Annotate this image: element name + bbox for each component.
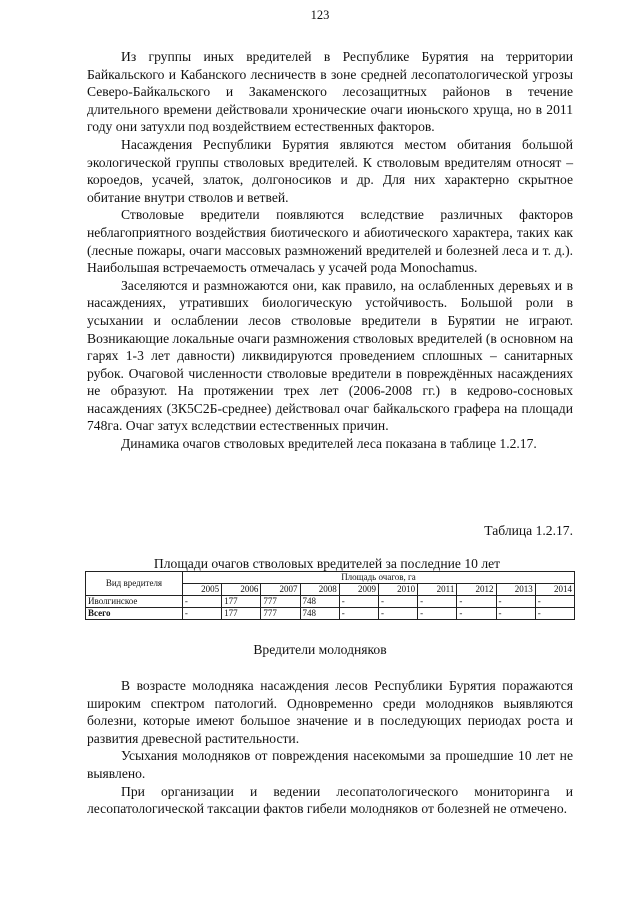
year-cell: 2008 (300, 584, 339, 596)
table-caption: Таблица 1.2.17. (484, 523, 573, 538)
year-cell: 2010 (378, 584, 417, 596)
table-header-row (86, 572, 575, 584)
year-cell: 2009 (339, 584, 378, 596)
pest-area-table (85, 571, 575, 620)
table-title: Площади очагов стволовых вредителей за последние 10 лет (153, 556, 501, 571)
paragraph-young-stands-monitoring: При организации и ведении лесопатологического мониторинга и лесопатологической таксации фактов гибели молодняков от болезней не отмечено. (87, 783, 573, 817)
table-row (86, 596, 575, 608)
value-cell: 748 (300, 608, 339, 620)
value-cell: - (182, 596, 221, 608)
paragraph-stem-pests-factors: Стволовые вредители появляются вследствие различных факторов неблагоприятного воздействия биотического и абиотического характера, таких как (лесные пожары, очаги массовых размножений вредителей и болезней леса и т. д.). Наибольшая встречаемость отмечалась у усачей рода Monochamus. (87, 207, 573, 276)
paragraph-stem-pests-reproduction: Заселяются и размножаются они, как правило, на ослабленных деревьях и в насаждениях, утративших биологическую устойчивость. Большой роли в усыхании и ослаблении лесов стволовые вредители в Бурятии не играют. Возникающие локальные очаги размножения стволовых вредителей (в основном на гарях 1-3 лет давности) ликвидируются проведением сплошных – санитарных рубок. Очаговой численности стволовые вредители в повреждённых насаждениях не образуют. На протяжении трех лет (2006-2008 гг.) в кедрово-сосновых насаждениях (3К5С2Б-среднее) действовал очаг байкальского графера на площади 748га. Очаг затух вследствии естественных причин. (87, 277, 573, 434)
paragraph-june-beetle: Из группы иных вредителей в Республике Бурятия на территории Байкальского и Кабанского лесничеств в зоне средней лесопатологической угрозы Северо-Байкальского и Закаменского лесозащитных районов в течение длительного времени действовали хронические очаги июньского хруща, но в 2011 году они затухли под воздействием естественных факторов. (87, 49, 573, 135)
paragraph-stem-pests-group: Насаждения Республики Бурятия являются местом обитания большой экологической группы стволовых вредителей. К стволовым вредителям относят – короедов, усачей, златок, долгоносиков и др. Для них характерно скрытное обитание внутри стволов и ветвей. (87, 136, 573, 205)
paragraph-table-reference: Динамика очагов стволовых вредителей леса показана в таблице 1.2.17. (121, 436, 537, 452)
paragraph-young-stands-pathology: В возрасте молодняка насаждения лесов Республики Бурятия поражаются широким спектром патологий. Одновременно среди молодняков выявляются болезни, которые имеют большое значение и в последующих периодах роста и развития древесной растительности. (87, 678, 573, 746)
value-cell: 777 (261, 608, 300, 620)
year-cell: 2012 (457, 584, 496, 596)
value-cell: 748 (300, 596, 339, 608)
value-cell: - (378, 608, 417, 620)
paragraph-young-stands-insects: Усыхания молодняков от повреждения насекомыми за прошедшие 10 лет не выявлено. (87, 748, 573, 781)
value-cell: - (182, 608, 221, 620)
value-cell: 777 (261, 596, 300, 608)
value-cell: - (457, 596, 496, 608)
value-cell: - (339, 608, 378, 620)
table-total-row (86, 608, 575, 620)
value-cell: - (457, 608, 496, 620)
value-cell: - (418, 608, 457, 620)
year-cell: 2011 (418, 584, 457, 596)
value-cell: - (496, 596, 535, 608)
value-cell: 177 (222, 596, 261, 608)
year-cell: 2013 (496, 584, 535, 596)
value-cell: - (535, 608, 574, 620)
body-text-top (87, 48, 573, 453)
row-kind-cell: Иволгинское (86, 596, 183, 608)
header-pest-kind: Вид вредителя (86, 572, 183, 596)
value-cell: - (418, 596, 457, 608)
value-cell: 177 (222, 608, 261, 620)
page-number: 123 (310, 8, 330, 22)
year-cell: 2007 (261, 584, 300, 596)
year-cell: 2014 (535, 584, 574, 596)
section-title: Вредители молодняков (253, 642, 387, 657)
year-cell: 2006 (222, 584, 261, 596)
value-cell: - (496, 608, 535, 620)
value-cell: - (535, 596, 574, 608)
value-cell: - (378, 596, 417, 608)
row-kind-cell: Всего (86, 608, 183, 620)
header-area: Площадь очагов, га (182, 572, 574, 584)
value-cell: - (339, 596, 378, 608)
year-cell: 2005 (182, 584, 221, 596)
body-text-bottom (87, 677, 573, 818)
